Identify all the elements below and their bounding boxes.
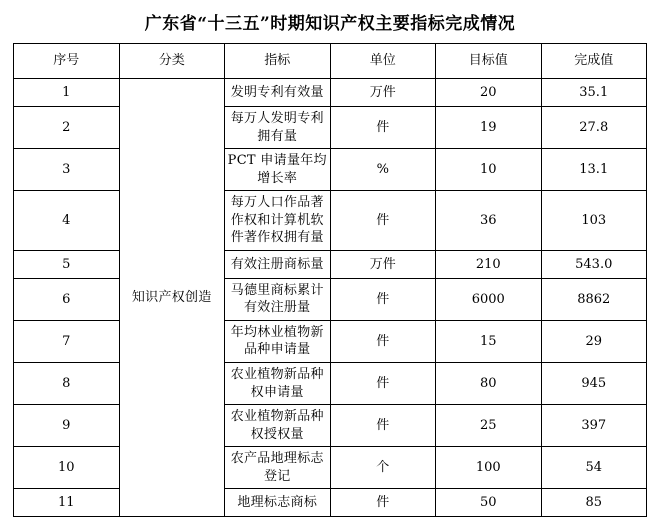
- cell-actual: 945: [541, 363, 647, 405]
- cell-actual: 103: [541, 191, 647, 251]
- cell-target: 19: [436, 107, 542, 149]
- cell-unit: 万件: [330, 79, 436, 107]
- cell-actual: 13.1: [541, 149, 647, 191]
- cell-index: 10: [14, 447, 120, 489]
- indicators-table: [13, 43, 647, 517]
- cell-index: 4: [14, 191, 120, 251]
- cell-target: 80: [436, 363, 542, 405]
- column-header-actual: 完成值: [541, 44, 647, 79]
- cell-target: 10: [436, 149, 542, 191]
- cell-actual: 54: [541, 447, 647, 489]
- cell-indicator: 年均林业植物新品种申请量: [225, 320, 331, 362]
- column-header-indicator: 指标: [225, 44, 331, 79]
- cell-actual: 35.1: [541, 79, 647, 107]
- cell-unit: 件: [330, 191, 436, 251]
- cell-indicator: 马德里商标累计有效注册量: [225, 278, 331, 320]
- table-row: [14, 447, 647, 489]
- column-header-target: 目标值: [436, 44, 542, 79]
- table-row: [14, 405, 647, 447]
- table-header-row: [14, 44, 647, 79]
- cell-target: 25: [436, 405, 542, 447]
- cell-index: 8: [14, 363, 120, 405]
- cell-index: 3: [14, 149, 120, 191]
- cell-target: 100: [436, 447, 542, 489]
- table-header: [14, 44, 647, 79]
- cell-unit: %: [330, 149, 436, 191]
- cell-indicator: 地理标志商标: [225, 489, 331, 517]
- cell-target: 210: [436, 250, 542, 278]
- cell-unit: 件: [330, 107, 436, 149]
- cell-index: 7: [14, 320, 120, 362]
- cell-indicator: 农业植物新品种权授权量: [225, 405, 331, 447]
- cell-index: 1: [14, 79, 120, 107]
- cell-actual: 8862: [541, 278, 647, 320]
- cell-actual: 85: [541, 489, 647, 517]
- cell-indicator: 有效注册商标量: [225, 250, 331, 278]
- table-body: [14, 79, 647, 517]
- column-header-unit: 单位: [330, 44, 436, 79]
- column-header-index: 序号: [14, 44, 120, 79]
- cell-unit: 件: [330, 405, 436, 447]
- table-row: [14, 250, 647, 278]
- cell-index: 5: [14, 250, 120, 278]
- table-row: [14, 107, 647, 149]
- cell-target: 15: [436, 320, 542, 362]
- cell-indicator: 发明专利有效量: [225, 79, 331, 107]
- table-row: [14, 278, 647, 320]
- cell-unit: 件: [330, 489, 436, 517]
- cell-target: 20: [436, 79, 542, 107]
- cell-index: 11: [14, 489, 120, 517]
- cell-unit: 件: [330, 278, 436, 320]
- column-header-category: 分类: [119, 44, 225, 79]
- table-row: [14, 191, 647, 251]
- cell-unit: 个: [330, 447, 436, 489]
- cell-unit: 万件: [330, 250, 436, 278]
- cell-target: 36: [436, 191, 542, 251]
- cell-unit: 件: [330, 320, 436, 362]
- cell-indicator: PCT 申请量年均增长率: [225, 149, 331, 191]
- cell-unit: 件: [330, 363, 436, 405]
- cell-target: 6000: [436, 278, 542, 320]
- table-row: [14, 320, 647, 362]
- cell-indicator: 农业植物新品种权申请量: [225, 363, 331, 405]
- table-row: [14, 489, 647, 517]
- cell-index: 2: [14, 107, 120, 149]
- cell-index: 6: [14, 278, 120, 320]
- cell-indicator: 每万人口作品著作权和计算机软件著作权拥有量: [225, 191, 331, 251]
- page-title: 广东省“十三五”时期知识产权主要指标完成情况: [144, 14, 516, 34]
- cell-category: 知识产权创造: [119, 79, 225, 517]
- cell-target: 50: [436, 489, 542, 517]
- cell-actual: 397: [541, 405, 647, 447]
- cell-indicator: 农产品地理标志登记: [225, 447, 331, 489]
- table-row: [14, 79, 647, 107]
- cell-indicator: 每万人发明专利拥有量: [225, 107, 331, 149]
- table-row: [14, 363, 647, 405]
- table-row: [14, 149, 647, 191]
- cell-actual: 29: [541, 320, 647, 362]
- cell-index: 9: [14, 405, 120, 447]
- cell-actual: 543.0: [541, 250, 647, 278]
- cell-actual: 27.8: [541, 107, 647, 149]
